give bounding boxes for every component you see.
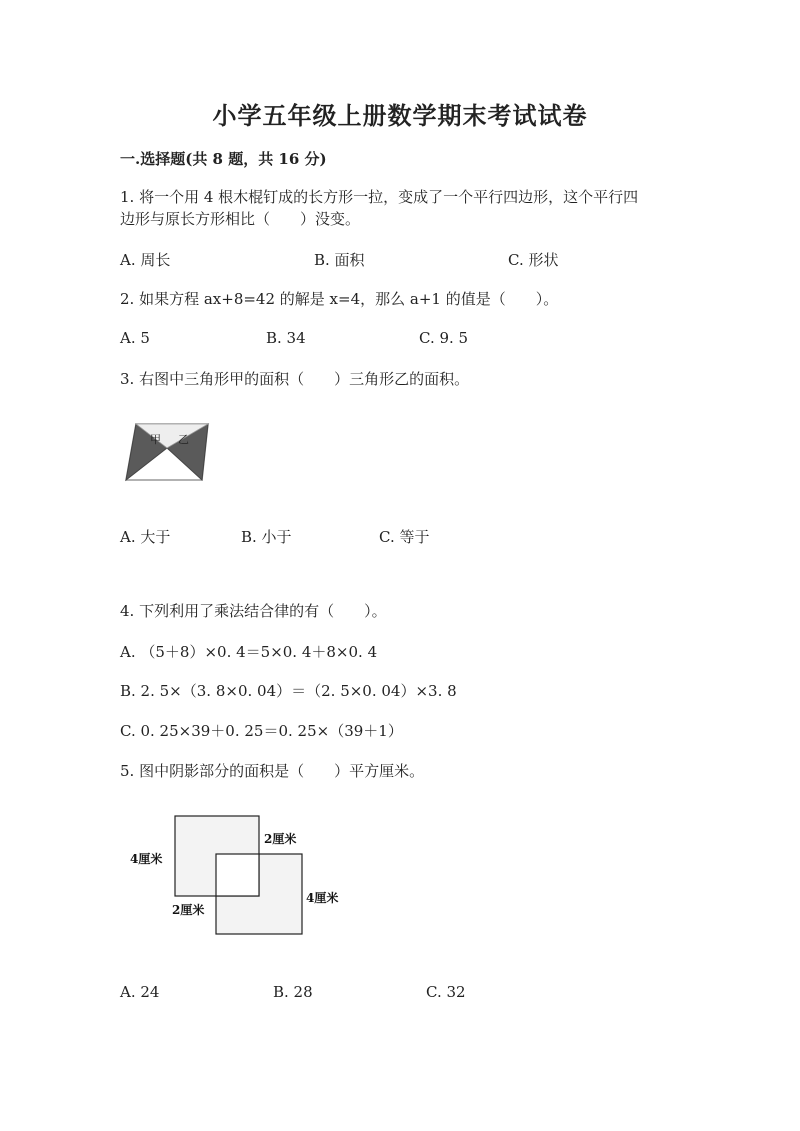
question-4: 4. 下列利用了乘法结合律的有（ ）。	[120, 602, 387, 620]
label-jia: 甲	[150, 433, 161, 446]
q5-option-b[interactable]: B. 28	[273, 983, 313, 1001]
question-1-line-2: 边形与原长方形相比（ ）没变。	[120, 210, 361, 228]
triangle-figure	[122, 418, 214, 484]
q2-option-a[interactable]: A. 5	[120, 329, 150, 347]
q3-option-b[interactable]: B. 小于	[241, 528, 292, 546]
label-left: 4厘米	[130, 852, 163, 866]
label-top-right: 2厘米	[264, 832, 297, 846]
q3-option-a[interactable]: A. 大于	[120, 528, 171, 546]
q5-option-a[interactable]: A. 24	[120, 983, 160, 1001]
q4-option-c[interactable]: C. 0. 25×39＋0. 25＝0. 25×（39＋1）	[120, 722, 403, 740]
q5-option-c[interactable]: C. 32	[426, 983, 466, 1001]
section-heading: 一.选择题(共 8 题，共 16 分)	[120, 150, 327, 168]
q1-option-a[interactable]: A. 周长	[120, 251, 171, 269]
q4-option-a[interactable]: A. （5＋8）×0. 4＝5×0. 4＋8×0. 4	[120, 643, 378, 661]
q3-option-c[interactable]: C. 等于	[379, 528, 430, 546]
question-2: 2. 如果方程 ax+8=42 的解是 x=4，那么 a+1 的值是（ ）。	[120, 290, 559, 308]
label-bottom-left: 2厘米	[172, 903, 205, 917]
q1-option-b[interactable]: B. 面积	[314, 251, 365, 269]
question-3: 3. 右图中三角形甲的面积（ ）三角形乙的面积。	[120, 370, 470, 388]
label-yi: 乙	[178, 433, 189, 446]
overlapping-squares-figure	[120, 808, 360, 944]
label-right: 4厘米	[306, 891, 339, 905]
page-title: 小学五年级上册数学期末考试试卷	[212, 101, 588, 130]
q1-option-c[interactable]: C. 形状	[508, 251, 559, 269]
q4-option-b[interactable]: B. 2. 5×（3. 8×0. 04）＝（2. 5×0. 04）×3. 8	[120, 682, 457, 700]
question-5: 5. 图中阴影部分的面积是（ ）平方厘米。	[120, 762, 425, 780]
question-1-line-1: 1. 将一个用 4 根木棍钉成的长方形一拉，变成了一个平行四边形，这个平行四	[120, 188, 639, 206]
q2-option-b[interactable]: B. 34	[266, 329, 306, 347]
overlap-square	[216, 854, 259, 896]
q2-option-c[interactable]: C. 9. 5	[419, 329, 469, 347]
